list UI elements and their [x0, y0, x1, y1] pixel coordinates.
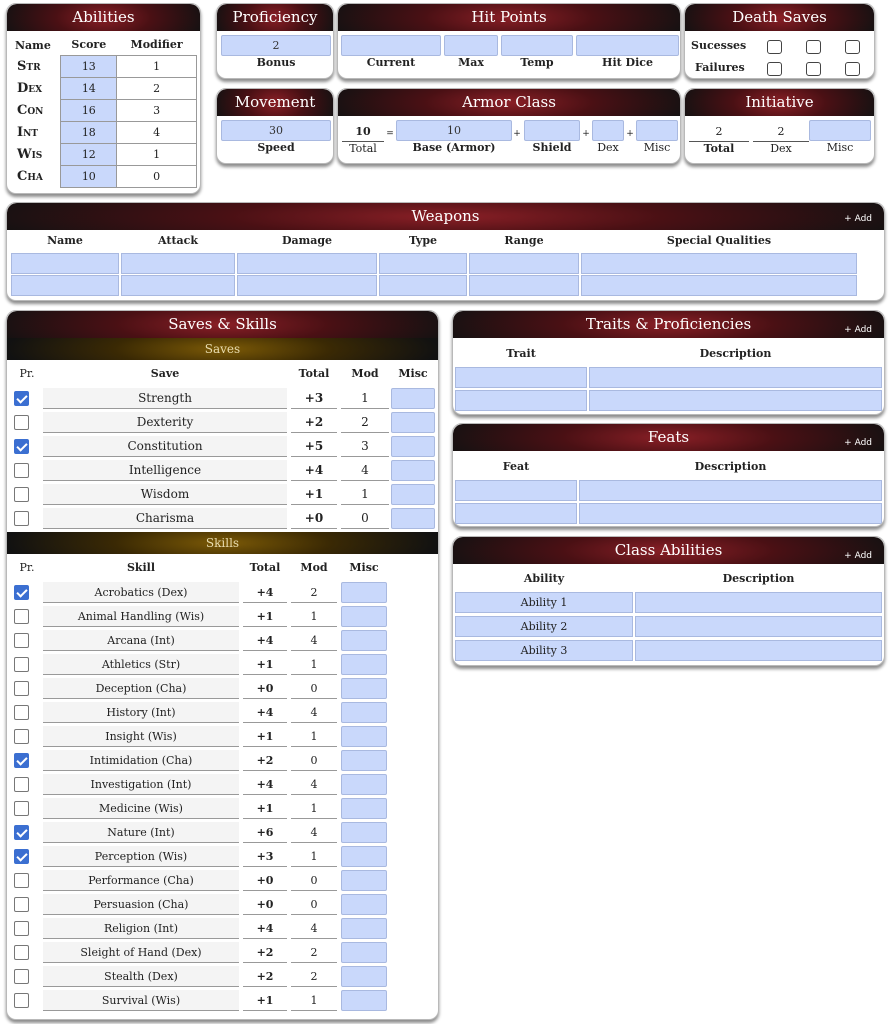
skill-misc-input[interactable]	[341, 774, 387, 795]
skill-total: +1	[243, 606, 287, 627]
skill-proficiency-checkbox[interactable]	[14, 585, 29, 600]
traits-title-text: Traits & Proficiencies	[585, 315, 752, 333]
save-name: Wisdom	[43, 484, 287, 505]
skill-misc-input[interactable]	[341, 750, 387, 771]
skill-proficiency-checkbox[interactable]	[14, 801, 29, 816]
skill-mod: 2	[291, 582, 337, 603]
weapons-header-cell: Type	[408, 234, 438, 247]
skill-mod: 1	[291, 798, 337, 819]
feats-title	[453, 424, 884, 451]
skill-misc-input[interactable]	[341, 822, 387, 843]
hp-max-label: Max	[458, 56, 484, 69]
skill-row	[7, 676, 438, 700]
ac-misc-label: Misc	[643, 141, 671, 154]
ac-base-label: Base (Armor)	[412, 141, 496, 154]
skill-proficiency-checkbox[interactable]	[14, 993, 29, 1008]
skill-misc-input[interactable]	[341, 630, 387, 651]
saves-skills-panel	[6, 310, 439, 1020]
skill-total: +0	[243, 894, 287, 915]
save-mod: 3	[341, 436, 389, 457]
abilities-header-modifier: Modifier	[130, 38, 183, 52]
ac-shield-input[interactable]	[524, 120, 580, 141]
skill-name: Acrobatics (Dex)	[43, 582, 239, 603]
abilities-header-score: Score	[71, 38, 107, 52]
skill-misc-input[interactable]	[341, 678, 387, 699]
skills-header-skill: Skill	[126, 561, 156, 574]
skill-row	[7, 748, 438, 772]
trait-description-input-2[interactable]	[589, 390, 882, 411]
proficiency-bonus-label: Bonus	[256, 56, 296, 69]
skill-mod: 1	[291, 654, 337, 675]
skills-section	[7, 554, 438, 1019]
skill-proficiency-checkbox[interactable]	[14, 777, 29, 792]
save-total: +4	[291, 460, 337, 481]
hp-temp-input[interactable]	[501, 35, 573, 56]
ac-dex-input[interactable]	[592, 120, 624, 141]
class-ability-description-input[interactable]	[635, 640, 882, 661]
skill-row	[7, 652, 438, 676]
success-checkbox-2[interactable]	[806, 40, 821, 54]
skill-mod: 0	[291, 894, 337, 915]
hp-max-input[interactable]	[444, 35, 498, 56]
skill-total: +4	[243, 702, 287, 723]
skill-total: +4	[243, 630, 287, 651]
feats-title-text: Feats	[647, 428, 690, 446]
skill-name: Arcana (Int)	[43, 630, 239, 651]
save-proficiency-checkbox[interactable]	[14, 439, 29, 454]
class-ability-name-input[interactable]: Ability 2	[455, 616, 633, 637]
hp-current-input[interactable]	[341, 35, 441, 56]
abilities-title: Abilities	[7, 4, 200, 31]
proficiency-title: Proficiency	[217, 4, 333, 31]
skill-mod: 4	[291, 918, 337, 939]
skill-proficiency-checkbox[interactable]	[14, 969, 29, 984]
weapon-field-input[interactable]	[581, 253, 857, 274]
traits-header-description: Description	[699, 347, 772, 360]
class-ability-description-input[interactable]	[635, 592, 882, 613]
weapons-header-cell: Range	[504, 234, 544, 247]
skill-mod: 4	[291, 702, 337, 723]
skill-misc-input[interactable]	[341, 942, 387, 963]
initiative-total-value: 2	[715, 125, 723, 138]
feat-name-input-2[interactable]	[455, 503, 577, 524]
trait-description-input-1[interactable]	[589, 367, 882, 388]
initiative-dex-value: 2	[777, 125, 785, 138]
skill-proficiency-checkbox[interactable]	[14, 609, 29, 624]
initiative-dex-label: Dex	[753, 141, 809, 155]
skill-mod: 1	[291, 606, 337, 627]
skill-proficiency-checkbox[interactable]	[14, 921, 29, 936]
weapon-field-input[interactable]	[237, 275, 377, 296]
weapons-header-cell: Name	[47, 234, 83, 247]
skill-row	[7, 868, 438, 892]
traits-panel	[452, 310, 885, 415]
skills-header-total: Total	[249, 561, 281, 574]
save-misc-input[interactable]	[391, 412, 435, 433]
skill-name: Performance (Cha)	[43, 870, 239, 891]
movement-speed-label: Speed	[257, 141, 295, 154]
skill-name: Sleight of Hand (Dex)	[43, 942, 239, 963]
save-total: +1	[291, 484, 337, 505]
skill-name: Animal Handling (Wis)	[43, 606, 239, 627]
skill-mod: 0	[291, 750, 337, 771]
skill-row	[7, 844, 438, 868]
skill-misc-input[interactable]	[341, 798, 387, 819]
skill-mod: 4	[291, 630, 337, 651]
hit-points-panel	[337, 3, 681, 79]
ability-modifier: 4	[117, 121, 197, 143]
class-abilities-header-description: Description	[722, 572, 795, 585]
abilities-header-name: Name	[15, 38, 51, 52]
success-checkbox-1[interactable]	[767, 40, 782, 54]
ability-row	[11, 165, 197, 187]
movement-speed-input[interactable]: 30	[221, 120, 331, 141]
skill-row	[7, 724, 438, 748]
skill-name: Intimidation (Cha)	[43, 750, 239, 771]
death-saves-panel	[684, 3, 875, 79]
skill-total: +0	[243, 678, 287, 699]
ability-row	[11, 143, 197, 165]
skill-mod: 2	[291, 942, 337, 963]
skill-row	[7, 988, 438, 1012]
weapon-field-input[interactable]	[121, 253, 235, 274]
ability-modifier: 1	[117, 143, 197, 165]
ability-modifier: 0	[117, 165, 197, 187]
skill-total: +4	[243, 774, 287, 795]
feats-panel	[452, 423, 885, 527]
class-abilities-panel	[452, 536, 885, 666]
death-saves-failures-label: Failures	[695, 61, 745, 74]
hp-temp-label: Temp	[520, 56, 554, 69]
failure-checkbox-2[interactable]	[806, 62, 821, 76]
skill-total: +2	[243, 942, 287, 963]
skill-name: Deception (Cha)	[43, 678, 239, 699]
skill-total: +0	[243, 870, 287, 891]
class-ability-description-input[interactable]	[635, 616, 882, 637]
hp-current-label: Current	[366, 56, 416, 69]
proficiency-panel	[216, 3, 334, 79]
skill-mod: 0	[291, 678, 337, 699]
abilities-panel	[6, 3, 201, 194]
initiative-panel	[684, 88, 875, 164]
saves-header-mod: Mod	[351, 367, 379, 380]
ac-total-label: Total	[342, 141, 384, 155]
save-mod: 1	[341, 388, 389, 409]
skill-row	[7, 964, 438, 988]
skill-name: Religion (Int)	[43, 918, 239, 939]
weapon-field-input[interactable]	[469, 253, 579, 274]
ability-score-input[interactable]: 12	[61, 143, 117, 165]
skill-row	[7, 940, 438, 964]
skill-row	[7, 772, 438, 796]
initiative-misc-label: Misc	[826, 141, 854, 154]
weapons-title-text: Weapons	[411, 207, 480, 225]
skill-row	[7, 820, 438, 844]
skill-total: +1	[243, 990, 287, 1011]
skill-misc-input[interactable]	[341, 606, 387, 627]
ability-row	[11, 77, 197, 99]
skill-row	[7, 580, 438, 604]
skill-name: Insight (Wis)	[43, 726, 239, 747]
skill-mod: 4	[291, 822, 337, 843]
skill-proficiency-checkbox[interactable]	[14, 873, 29, 888]
death-saves-successes-label: Sucesses	[691, 39, 747, 52]
save-name: Charisma	[43, 508, 287, 529]
save-misc-input[interactable]	[391, 484, 435, 505]
hit-points-title: Hit Points	[338, 4, 680, 31]
save-misc-input[interactable]	[391, 388, 435, 409]
ability-score-input[interactable]: 14	[61, 77, 117, 99]
skill-misc-input[interactable]	[341, 990, 387, 1011]
class-abilities-title	[453, 537, 884, 564]
weapons-header-cell: Special Qualities	[666, 234, 772, 247]
skill-name: Stealth (Dex)	[43, 966, 239, 987]
skill-row	[7, 604, 438, 628]
class-abilities-title-text: Class Abilities	[614, 541, 723, 559]
save-misc-input[interactable]	[391, 508, 435, 529]
feats-add-button[interactable]: + Add	[844, 438, 872, 448]
skill-row	[7, 892, 438, 916]
skill-name: Survival (Wis)	[43, 990, 239, 1011]
skill-mod: 1	[291, 990, 337, 1011]
skill-total: +2	[243, 966, 287, 987]
traits-header-trait: Trait	[506, 347, 536, 360]
failure-checkbox-1[interactable]	[767, 62, 782, 76]
saves-skills-title: Saves & Skills	[7, 311, 438, 338]
skills-subheader: Skills	[7, 532, 438, 554]
ac-base-input[interactable]: 10	[396, 120, 512, 141]
saves-header-misc: Misc	[398, 367, 428, 380]
ac-total-value: 10	[355, 125, 371, 138]
skill-misc-input[interactable]	[341, 846, 387, 867]
ability-score-input[interactable]: 10	[61, 165, 117, 187]
proficiency-bonus-input[interactable]: 2	[221, 35, 331, 56]
save-name: Constitution	[43, 436, 287, 457]
skill-proficiency-checkbox[interactable]	[14, 753, 29, 768]
initiative-misc-input[interactable]	[809, 120, 871, 141]
skill-proficiency-checkbox[interactable]	[14, 729, 29, 744]
ability-row	[11, 55, 197, 77]
ability-score-input[interactable]: 16	[61, 99, 117, 121]
save-row	[7, 482, 438, 506]
save-row	[7, 386, 438, 410]
save-name: Strength	[43, 388, 287, 409]
skill-name: Investigation (Int)	[43, 774, 239, 795]
weapon-field-input[interactable]	[121, 275, 235, 296]
weapon-field-input[interactable]	[237, 253, 377, 274]
skill-name: Persuasion (Cha)	[43, 894, 239, 915]
initiative-total-label: Total	[689, 141, 749, 155]
skill-total: +3	[243, 846, 287, 867]
save-row	[7, 410, 438, 434]
save-total: +2	[291, 412, 337, 433]
skill-misc-input[interactable]	[341, 702, 387, 723]
skill-misc-input[interactable]	[341, 966, 387, 987]
ac-plus-2: +	[582, 129, 590, 139]
ac-dex-label: Dex	[597, 141, 619, 154]
skill-total: +1	[243, 798, 287, 819]
ac-eq-sign: =	[386, 129, 394, 139]
save-row	[7, 458, 438, 482]
skill-row	[7, 700, 438, 724]
weapon-field-input[interactable]	[581, 275, 857, 296]
skill-proficiency-checkbox[interactable]	[14, 633, 29, 648]
ability-name: Dex	[17, 80, 43, 96]
skill-name: History (Int)	[43, 702, 239, 723]
skill-misc-input[interactable]	[341, 582, 387, 603]
skill-row	[7, 916, 438, 940]
save-total: +0	[291, 508, 337, 529]
skill-name: Athletics (Str)	[43, 654, 239, 675]
hp-hit-dice-label: Hit Dice	[602, 56, 653, 69]
weapons-title	[7, 203, 884, 230]
ability-name: Con	[17, 102, 44, 118]
save-total: +5	[291, 436, 337, 457]
feats-header-feat: Feat	[502, 460, 530, 473]
save-total: +3	[291, 388, 337, 409]
ability-score-input[interactable]: 13	[61, 55, 117, 77]
skill-total: +1	[243, 654, 287, 675]
save-mod: 0	[341, 508, 389, 529]
skill-name: Perception (Wis)	[43, 846, 239, 867]
skill-name: Medicine (Wis)	[43, 798, 239, 819]
save-row	[7, 434, 438, 458]
weapons-add-button[interactable]: + Add	[844, 214, 872, 224]
skill-misc-input[interactable]	[341, 726, 387, 747]
weapon-field-input[interactable]	[469, 275, 579, 296]
save-proficiency-checkbox[interactable]	[14, 391, 29, 406]
skills-header-mod: Mod	[300, 561, 328, 574]
weapons-header-cell: Attack	[158, 234, 198, 247]
skill-proficiency-checkbox[interactable]	[14, 681, 29, 696]
movement-title: Movement	[217, 89, 333, 116]
ac-plus-1: +	[513, 129, 521, 139]
ability-modifier: 3	[117, 99, 197, 121]
class-ability-name-input[interactable]: Ability 3	[455, 640, 633, 661]
save-misc-input[interactable]	[391, 436, 435, 457]
save-proficiency-checkbox[interactable]	[14, 487, 29, 502]
skill-proficiency-checkbox[interactable]	[14, 705, 29, 720]
save-mod: 1	[341, 484, 389, 505]
saves-header-save: Save	[150, 367, 180, 380]
failure-checkbox-3[interactable]	[845, 62, 860, 76]
skill-total: +2	[243, 750, 287, 771]
trait-name-input-2[interactable]	[455, 390, 587, 411]
ability-name: Int	[17, 124, 39, 140]
skill-total: +1	[243, 726, 287, 747]
skill-total: +4	[243, 582, 287, 603]
ability-name: Wis	[17, 146, 43, 162]
save-misc-input[interactable]	[391, 460, 435, 481]
save-mod: 4	[341, 460, 389, 481]
skill-mod: 1	[291, 846, 337, 867]
weapon-field-input[interactable]	[379, 275, 467, 296]
saves-header-total: Total	[298, 367, 330, 380]
ac-shield-label: Shield	[532, 141, 572, 154]
weapon-field-input[interactable]	[11, 253, 119, 274]
save-proficiency-checkbox[interactable]	[14, 511, 29, 526]
ability-modifier: 1	[117, 55, 197, 77]
save-proficiency-checkbox[interactable]	[14, 415, 29, 430]
skill-misc-input[interactable]	[341, 918, 387, 939]
skill-name: Nature (Int)	[43, 822, 239, 843]
weapon-field-input[interactable]	[379, 253, 467, 274]
skill-row	[7, 796, 438, 820]
weapon-field-input[interactable]	[11, 275, 119, 296]
skill-total: +6	[243, 822, 287, 843]
armor-class-panel	[337, 88, 681, 164]
feat-description-input-2[interactable]	[579, 503, 882, 524]
skill-misc-input[interactable]	[341, 870, 387, 891]
skill-mod: 4	[291, 774, 337, 795]
abilities-table	[11, 35, 197, 188]
trait-name-input-1[interactable]	[455, 367, 587, 388]
save-name: Intelligence	[43, 460, 287, 481]
armor-class-title: Armor Class	[338, 89, 680, 116]
class-abilities-add-button[interactable]: + Add	[844, 551, 872, 561]
skill-proficiency-checkbox[interactable]	[14, 849, 29, 864]
skill-mod: 2	[291, 966, 337, 987]
hp-hit-dice-input[interactable]	[576, 35, 679, 56]
skill-misc-input[interactable]	[341, 654, 387, 675]
ability-score-input[interactable]: 18	[61, 121, 117, 143]
feats-header-description: Description	[694, 460, 767, 473]
save-proficiency-checkbox[interactable]	[14, 463, 29, 478]
save-name: Dexterity	[43, 412, 287, 433]
skill-mod: 0	[291, 870, 337, 891]
saves-section	[7, 360, 438, 532]
saves-header-pr: Pr.	[19, 367, 35, 380]
ac-misc-input[interactable]	[636, 120, 678, 141]
feat-description-input-1[interactable]	[579, 480, 882, 501]
save-mod: 2	[341, 412, 389, 433]
skill-proficiency-checkbox[interactable]	[14, 657, 29, 672]
death-saves-title: Death Saves	[685, 4, 874, 31]
skill-proficiency-checkbox[interactable]	[14, 945, 29, 960]
skills-header-pr: Pr.	[19, 561, 35, 574]
ability-modifier: 2	[117, 77, 197, 99]
saves-subheader: Saves	[7, 338, 438, 360]
skill-proficiency-checkbox[interactable]	[14, 825, 29, 840]
skills-header-misc: Misc	[349, 561, 379, 574]
movement-panel	[216, 88, 334, 164]
traits-add-button[interactable]: + Add	[844, 325, 872, 335]
ability-name: Str	[17, 58, 41, 74]
weapons-panel	[6, 202, 885, 301]
class-ability-name-input[interactable]: Ability 1	[455, 592, 633, 613]
ability-name: Cha	[17, 168, 43, 184]
skill-total: +4	[243, 918, 287, 939]
skill-row	[7, 628, 438, 652]
traits-title	[453, 311, 884, 338]
skill-misc-input[interactable]	[341, 894, 387, 915]
class-abilities-header-ability: Ability	[523, 572, 565, 585]
ability-row	[11, 121, 197, 143]
success-checkbox-3[interactable]	[845, 40, 860, 54]
save-row	[7, 506, 438, 530]
initiative-title: Initiative	[685, 89, 874, 116]
skill-mod: 1	[291, 726, 337, 747]
ac-plus-3: +	[626, 129, 634, 139]
ability-row	[11, 99, 197, 121]
feat-name-input-1[interactable]	[455, 480, 577, 501]
skill-proficiency-checkbox[interactable]	[14, 897, 29, 912]
weapons-header-cell: Damage	[281, 234, 333, 247]
